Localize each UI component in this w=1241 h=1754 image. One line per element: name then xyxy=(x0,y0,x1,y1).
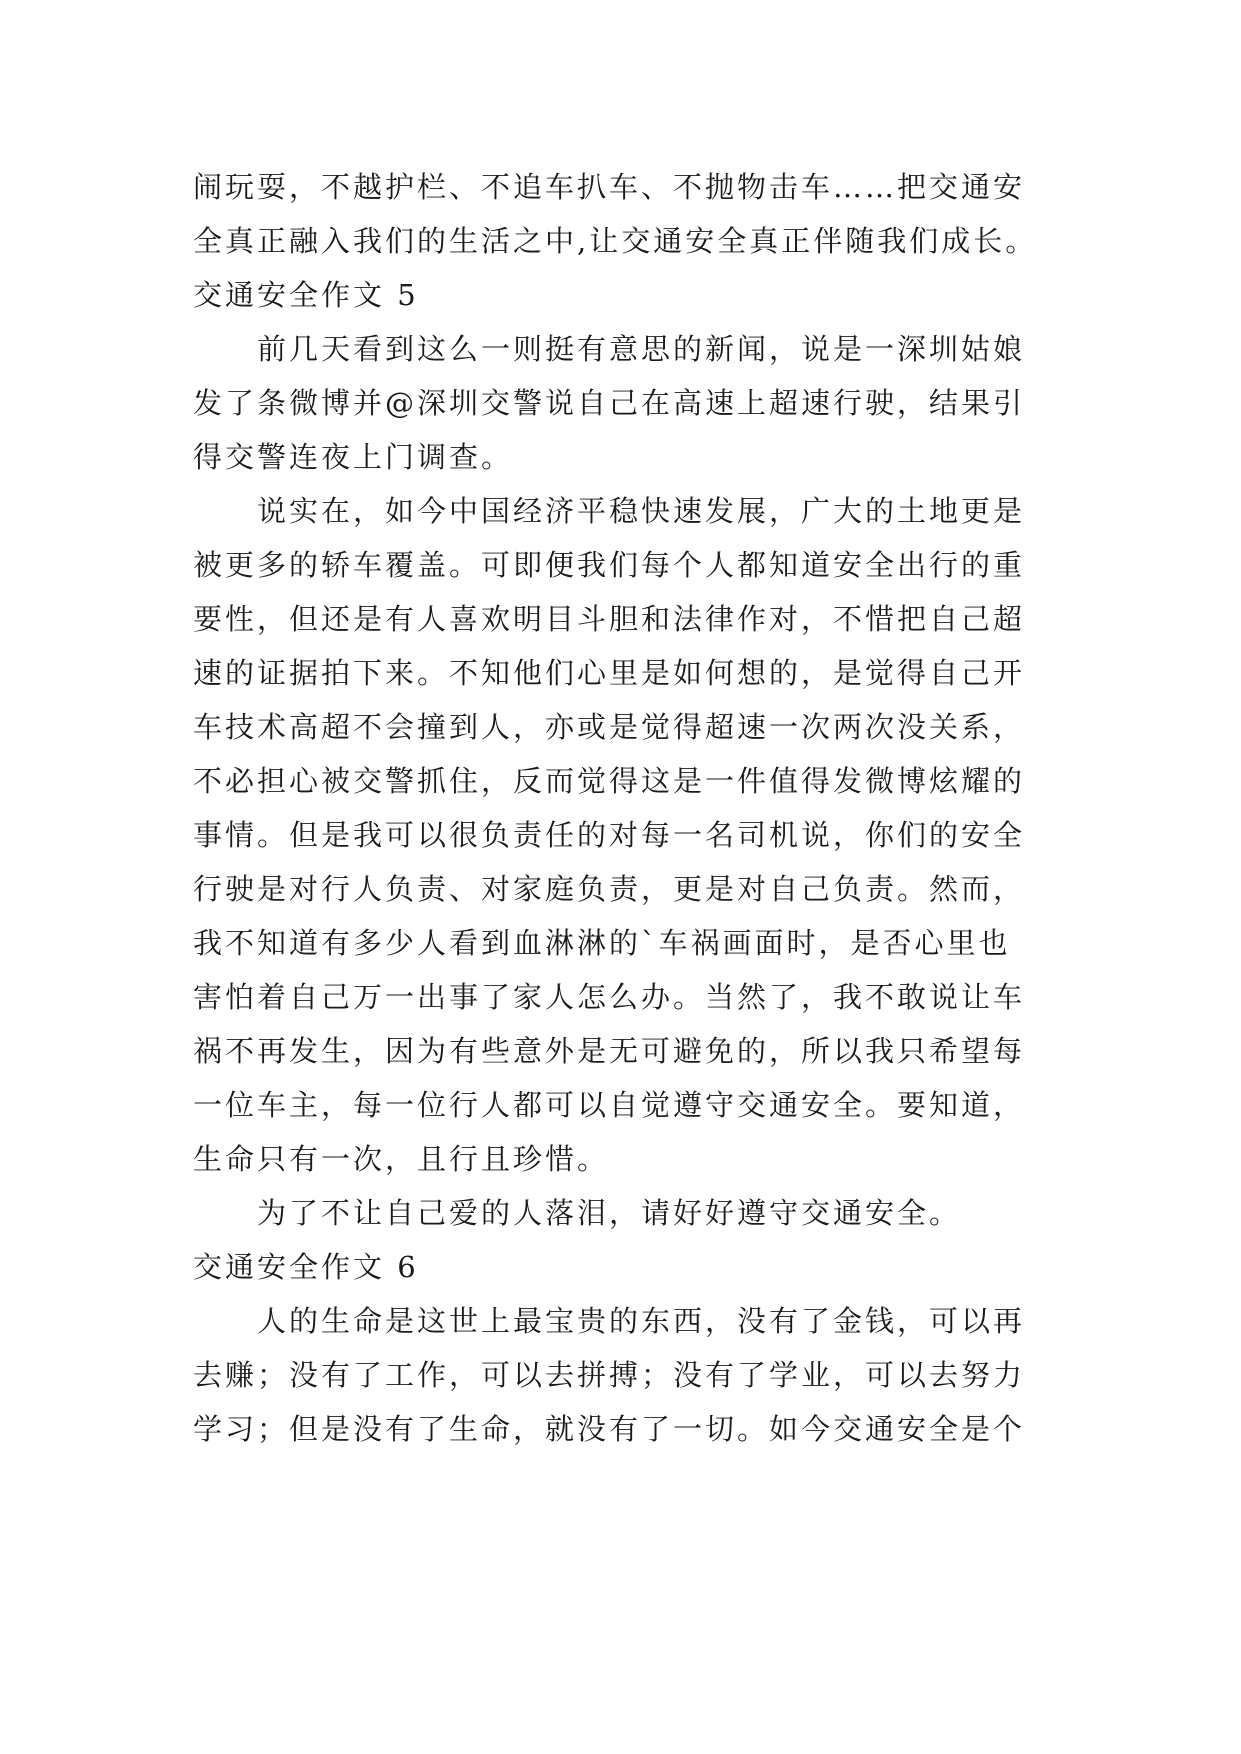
text-line: 一位车主，每一位行人都可以自觉遵守交通安全。要知道， xyxy=(193,1088,1026,1122)
text-line: 为了不让自己爱的人落泪，请好好遵守交通安全。 xyxy=(257,1196,962,1230)
text-line: 交通安全作文 5 xyxy=(193,278,419,312)
text-line: 人的生命是这世上最宝贵的东西，没有了金钱，可以再 xyxy=(257,1304,1026,1338)
text-line: 被更多的轿车覆盖。可即便我们每个人都知道安全出行的重 xyxy=(193,548,1026,582)
text-line: 生命只有一次，且行且珍惜。 xyxy=(193,1142,610,1176)
text-line: 我不知道有多少人看到血淋淋的`车祸画面时，是否心里也 xyxy=(193,926,1011,960)
text-line: 学习；但是没有了生命，就没有了一切。如今交通安全是个 xyxy=(193,1412,1026,1446)
text-line: 车技术高超不会撞到人，亦或是觉得超速一次两次没关系， xyxy=(193,710,1026,744)
text-line: 要性，但还是有人喜欢明目斗胆和法律作对，不惜把自己超 xyxy=(193,602,1026,636)
text-line: 祸不再发生，因为有些意外是无可避免的，所以我只希望每 xyxy=(193,1034,1026,1068)
text-line: 闹玩耍，不越护栏、不追车扒车、不抛物击车……把交通安 xyxy=(193,170,1026,204)
text-line: 前几天看到这么一则挺有意思的新闻，说是一深圳姑娘 xyxy=(257,332,1026,366)
text-line: 发了条微博并@深圳交警说自己在高速上超速行驶，结果引 xyxy=(193,386,1026,420)
text-line: 说实在，如今中国经济平稳快速发展，广大的土地更是 xyxy=(257,494,1026,528)
text-line: 交通安全作文 6 xyxy=(193,1250,419,1284)
text-line: 事情。但是我可以很负责任的对每一名司机说，你们的安全 xyxy=(193,818,1026,852)
text-line: 不必担心被交警抓住，反而觉得这是一件值得发微博炫耀的 xyxy=(193,764,1026,798)
text-line: 速的证据拍下来。不知他们心里是如何想的，是觉得自己开 xyxy=(193,656,1026,690)
text-line: 害怕着自己万一出事了家人怎么办。当然了，我不敢说让车 xyxy=(193,980,1026,1014)
text-line: 行驶是对行人负责、对家庭负责，更是对自己负责。然而， xyxy=(193,872,1026,906)
text-line: 全真正融入我们的生活之中,让交通安全真正伴随我们成长。 xyxy=(193,224,1038,258)
text-line: 得交警连夜上门调查。 xyxy=(193,440,514,474)
text-line: 去赚；没有了工作，可以去拼搏；没有了学业，可以去努力 xyxy=(193,1358,1026,1392)
document-body xyxy=(193,160,1073,1456)
